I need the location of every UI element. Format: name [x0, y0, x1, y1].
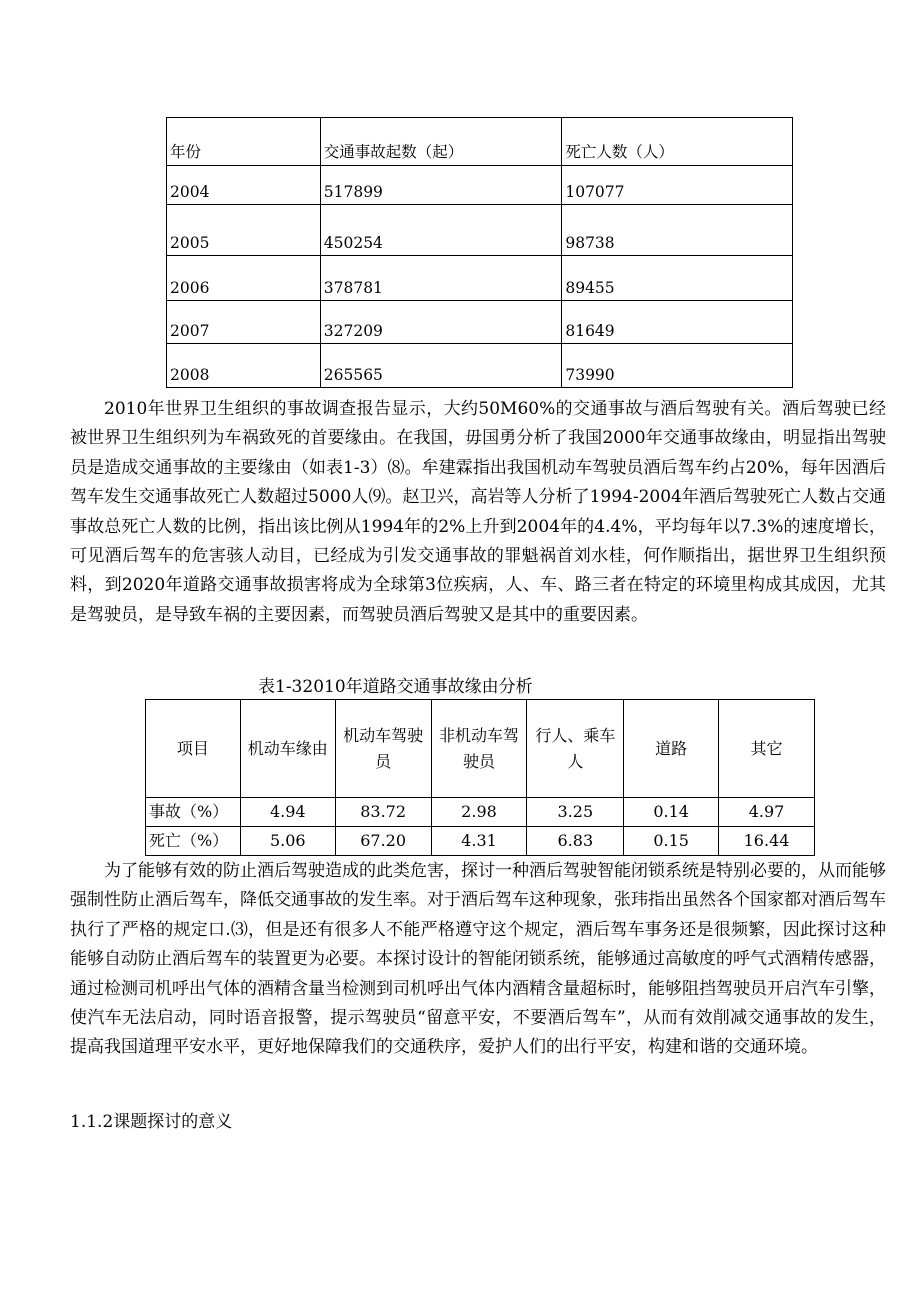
header-year: 年份: [167, 118, 321, 166]
body-paragraph-drunk-driving-stats: 2010年世界卫生组织的事故调查报告显示，大约50M60%的交通事故与酒后驾驶有关。酒后驾驶已经被世界卫生组织列为车祸致死的首要缘由。在我国，毋国勇分析了我国2000年交通事故缘由，明显指出驾驶员是造成交通事故的主要缘由（如表1-3）⑻。牟建霖指出我国机动车驾驶员酒后驾车约占20%，每年因酒后驾车发生交通事故死亡人数超过5000人⑼。赵卫兴，高岩等人分析了1994-2004年酒后驾驶死亡人数占交通事故总死亡人数的比例，指出该比例从1994年的2%上升到2004年的4.4%，平均每年以7.3%的速度增长，可见酒后驾车的危害骇人动目，已经成为引发交通事故的罪魁祸首刘水桂，何作顺指出，据世界卫生组织预料，到2020年道路交通事故损害将成为全球第3位疾病，人、车、路三者在特定的环境里构成其成因，尤其是驾驶员，是导致车祸的主要因素，而驾驶员酒后驾驶又是其中的重要因素。: [70, 399, 886, 625]
header-pedestrian-passenger: 行人、乘车人: [527, 700, 624, 798]
body-paragraph-lock-system: 为了能够有效的防止酒后驾驶造成的此类危害，探讨一种酒后驾驶智能闭锁系统是特别必要的，从而能够强制性防止酒后驾车，降低交通事故的发生率。对于酒后驾车这种现象，张玮指出虽然各个国家都对酒后驾车执行了严格的规定口.⑶，但是还有很多人不能严格遵守这个规定，酒后驾车事务还是很频繁，因此探讨这种能够自动防止酒后驾车的装置更为必要。本探讨设计的智能闭锁系统，能够通过高敏度的呼气式酒精传感器，通过检测司机呼出气体的酒精含量当检测到司机呼出气体内酒精含量超标时，能够阻挡驾驶员开启汽车引擎，使汽车无法启动，同时语音报警，提示驾驶员“留意平安，不要酒后驾车”，从而有效削减交通事故的发生，提高我国道理平安水平，更好地保障我们的交通秩序，爱护人们的出行平安，构建和谐的交通环境。: [70, 861, 886, 1058]
table-cell: 378781: [320, 256, 562, 301]
table-row: [167, 166, 793, 205]
table-cell: 2007: [167, 301, 321, 344]
table-cell: 5.06: [240, 827, 335, 856]
table-row: [167, 205, 793, 256]
header-motor-driver: 机动车驾驶员: [335, 700, 431, 798]
header-non-motor-driver: 非机动车驾驶员: [431, 700, 527, 798]
header-accident-count: 交通事故起数（起）: [320, 118, 562, 166]
table-cell: 83.72: [335, 798, 431, 827]
row-label: 死亡（%）: [146, 827, 241, 856]
table-cell: 0.15: [624, 827, 719, 856]
table-cell: 107077: [562, 166, 793, 205]
header-deaths: 死亡人数（人）: [562, 118, 793, 166]
table-cell: 3.25: [527, 798, 624, 827]
table-row: [146, 798, 815, 827]
table-cell: 0.14: [624, 798, 719, 827]
accident-cause-table: [145, 699, 815, 856]
table-cell: 81649: [562, 301, 793, 344]
table-header-row: [146, 700, 815, 798]
accident-statistics-table: [166, 117, 793, 388]
table-cell: 2004: [167, 166, 321, 205]
table-row: [167, 256, 793, 301]
section-heading: 1.1.2课题探讨的意义: [70, 1112, 233, 1132]
table-cell: 6.83: [527, 827, 624, 856]
table-cell: 517899: [320, 166, 562, 205]
table-cell: 2005: [167, 205, 321, 256]
header-item: 项目: [146, 700, 241, 798]
table-cell: 4.31: [431, 827, 527, 856]
table-cell: 2.98: [431, 798, 527, 827]
table-cell: 450254: [320, 205, 562, 256]
table-caption: 表1-32010年道路交通事故缘由分析: [258, 677, 533, 697]
table-cell: 98738: [562, 205, 793, 256]
table-cell: 327209: [320, 301, 562, 344]
table-cell: 4.94: [240, 798, 335, 827]
table-cell: 73990: [562, 344, 793, 388]
header-road: 道路: [624, 700, 719, 798]
table-row: [167, 344, 793, 388]
table-row: [146, 827, 815, 856]
table-cell: 67.20: [335, 827, 431, 856]
table-cell: 16.44: [719, 827, 815, 856]
table-row: [167, 301, 793, 344]
table-cell: 265565: [320, 344, 562, 388]
table-cell: 4.97: [719, 798, 815, 827]
header-other: 其它: [719, 700, 815, 798]
table-cell: 2006: [167, 256, 321, 301]
row-label: 事故（%）: [146, 798, 241, 827]
table-header-row: [167, 118, 793, 166]
table-cell: 89455: [562, 256, 793, 301]
header-vehicle-cause: 机动车缘由: [240, 700, 335, 798]
table-cell: 2008: [167, 344, 321, 388]
